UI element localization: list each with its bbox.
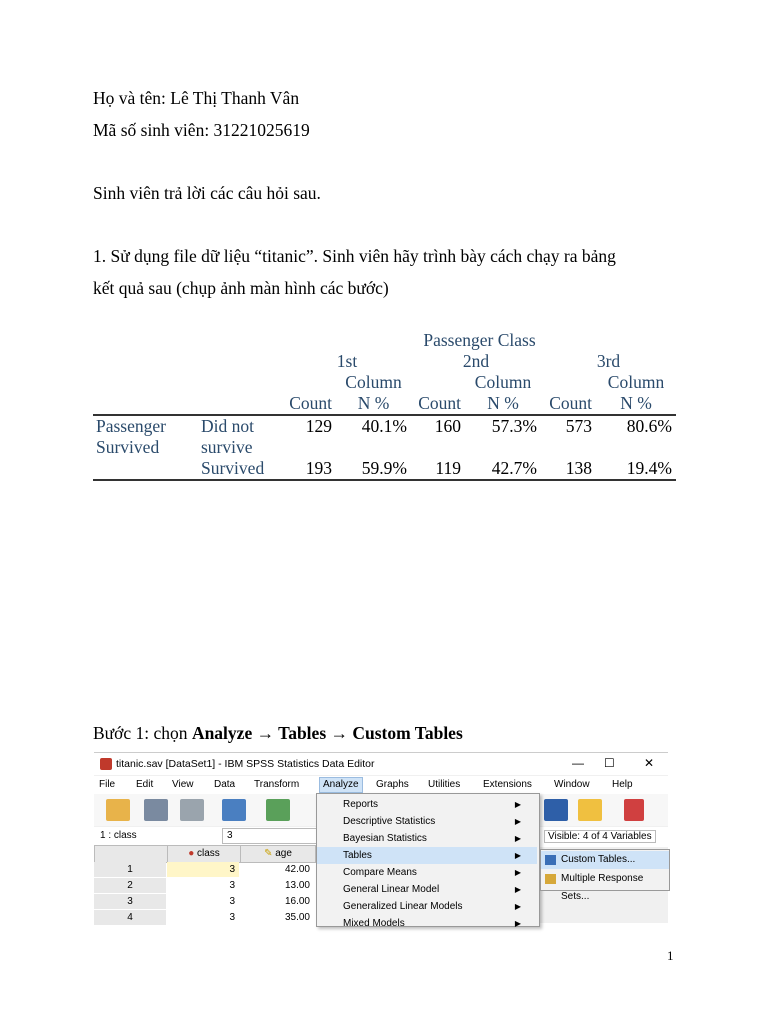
class-header-2nd: 2nd xyxy=(462,351,490,371)
maximize-button[interactable]: ☐ xyxy=(604,756,615,770)
submenu-arrow-icon: ▶ xyxy=(514,902,521,911)
spss-app-icon xyxy=(100,758,112,770)
student-id: Mã số sinh viên: 31221025619 xyxy=(93,120,310,140)
submenu-arrow-icon: ▶ xyxy=(514,851,521,860)
data-cell[interactable]: 16.00 xyxy=(284,896,310,907)
menu-transform[interactable]: Transform xyxy=(254,779,300,790)
step-1 xyxy=(93,723,463,744)
visible-variables-pane xyxy=(540,827,668,847)
pct-header: N % xyxy=(336,393,411,415)
step-1-prefix: Bước 1: chọn xyxy=(93,723,192,743)
undo-icon[interactable] xyxy=(266,799,290,821)
menu-bar xyxy=(94,776,668,794)
column-header-age[interactable]: ✎ age xyxy=(240,845,316,863)
submenu-arrow-icon: ▶ xyxy=(514,868,521,877)
menu-item-tables[interactable]: Tables ▶ xyxy=(317,847,537,864)
nominal-variable-icon: ● xyxy=(188,848,195,859)
menu-item-generalized-linear-models[interactable]: Generalized Linear Models ▶ xyxy=(317,898,537,915)
custom-tables-icon xyxy=(545,855,556,865)
menu-help[interactable]: Help xyxy=(612,779,633,790)
table-cell: 57.3% xyxy=(491,416,537,436)
scale-variable-icon: ✎ xyxy=(264,848,273,859)
table-cell: 42.7% xyxy=(465,458,541,480)
visible-variables-label: Visible: 4 of 4 Variables xyxy=(544,830,656,843)
row-cat-survived: Survived xyxy=(201,458,283,480)
row-number[interactable]: 1 xyxy=(94,862,166,877)
row-number[interactable]: 2 xyxy=(94,878,166,893)
data-grid xyxy=(94,845,316,925)
menu-item-general-linear-model[interactable]: General Linear Model ▶ xyxy=(317,881,537,898)
spss-screenshot xyxy=(94,752,668,929)
table-cell: 138 xyxy=(541,458,596,480)
count-header: Count xyxy=(283,393,336,415)
menu-window[interactable]: Window xyxy=(554,779,590,790)
crosstab-table xyxy=(93,330,676,481)
menu-extensions[interactable]: Extensions xyxy=(483,779,532,790)
close-button[interactable]: ✕ xyxy=(644,756,655,770)
menu-data[interactable]: Data xyxy=(214,779,236,790)
pct-header: Column xyxy=(345,372,402,392)
window-titlebar xyxy=(94,753,668,775)
minimize-button[interactable]: — xyxy=(572,756,584,770)
row-cat-did-not-survive: Did not xyxy=(201,416,254,436)
table-cell: 19.4% xyxy=(596,458,676,480)
submenu-arrow-icon: ▶ xyxy=(514,817,521,826)
menu-graphs[interactable]: Graphs xyxy=(376,779,409,790)
col-group-header: Passenger Class xyxy=(423,330,536,350)
row-header-corner xyxy=(94,845,168,863)
print-icon[interactable] xyxy=(180,799,204,821)
row-var-label: Survived xyxy=(96,437,160,457)
table-cell: 119 xyxy=(411,458,465,480)
value-labels-icon[interactable] xyxy=(624,799,644,821)
count-header: Count xyxy=(541,393,596,415)
submenu-arrow-icon: ▶ xyxy=(514,834,521,843)
menu-item-multiple-response-sets[interactable]: Multiple Response Sets... xyxy=(541,870,669,888)
menu-item-custom-tables[interactable]: Custom Tables... xyxy=(541,851,669,869)
data-cell[interactable]: 3 xyxy=(229,896,235,907)
dialog-recall-icon[interactable] xyxy=(222,799,246,821)
data-cell[interactable]: 3 xyxy=(167,862,239,877)
menu-file[interactable]: File xyxy=(99,779,116,790)
data-cell[interactable]: 3 xyxy=(229,912,235,923)
variable-grid-icon[interactable] xyxy=(578,799,602,821)
class-header-3rd: 3rd xyxy=(596,351,621,371)
pct-header: N % xyxy=(465,393,541,415)
data-cell[interactable]: 35.00 xyxy=(284,912,310,923)
cell-reference: 1 : class xyxy=(100,830,137,841)
menu-item-compare-means[interactable]: Compare Means ▶ xyxy=(317,864,537,881)
count-header: Count xyxy=(411,393,465,415)
table-cell: 40.1% xyxy=(361,416,407,436)
save-icon[interactable] xyxy=(144,799,168,821)
step-1-path: Analyze → Tables → Custom Tables xyxy=(191,723,463,743)
menu-item-descriptive-statistics[interactable]: Descriptive Statistics ▶ xyxy=(317,813,537,830)
menu-edit[interactable]: Edit xyxy=(136,779,154,790)
question-1-line-1: 1. Sử dụng file dữ liệu “titanic”. Sinh viên hãy trình bày cách chạy ra bảng xyxy=(93,246,616,266)
submenu-arrow-icon: ▶ xyxy=(514,885,521,894)
multiple-response-icon xyxy=(545,874,556,884)
row-number[interactable]: 4 xyxy=(94,910,166,925)
row-number[interactable]: 3 xyxy=(94,894,166,909)
table-cell: 59.9% xyxy=(336,458,411,480)
menu-view[interactable]: View xyxy=(172,779,194,790)
submenu-arrow-icon: ▶ xyxy=(514,800,521,809)
menu-utilities[interactable]: Utilities xyxy=(428,779,461,790)
row-cat-did-not-survive: survive xyxy=(201,437,253,457)
submenu-arrow-icon: ▶ xyxy=(514,919,521,928)
student-name: Họ và tên: Lê Thị Thanh Vân xyxy=(93,88,300,108)
tables-submenu xyxy=(540,849,670,902)
cell-value-field[interactable]: 3 xyxy=(222,828,318,844)
pct-header: Column xyxy=(474,372,532,392)
table-cell: 80.6% xyxy=(626,416,672,436)
table-cell: 573 xyxy=(565,416,592,436)
class-header-1st: 1st xyxy=(336,351,358,371)
data-cell[interactable]: 42.00 xyxy=(284,864,310,875)
menu-analyze[interactable]: Analyze xyxy=(319,777,363,793)
open-folder-icon[interactable] xyxy=(106,799,130,821)
data-cell[interactable]: 13.00 xyxy=(284,880,310,891)
instruction: Sinh viên trả lời các câu hỏi sau. xyxy=(93,183,321,203)
table-cell: 129 xyxy=(305,416,332,436)
menu-item-mixed-models[interactable]: Mixed Models ▶ xyxy=(317,915,537,932)
table-cell: 193 xyxy=(283,458,336,480)
row-var-label: Passenger xyxy=(96,416,166,436)
data-cell[interactable]: 3 xyxy=(229,880,235,891)
data-grid-icon[interactable] xyxy=(544,799,568,821)
menu-item-reports[interactable]: Reports ▶ xyxy=(317,796,537,813)
question-1-line-2: kết quả sau (chụp ảnh màn hình các bước) xyxy=(93,278,389,298)
window-title: titanic.sav [DataSet1] - IBM SPSS Statistics Data Editor xyxy=(116,758,375,770)
table-cell: 160 xyxy=(434,416,461,436)
pct-header: N % xyxy=(596,393,676,415)
menu-item-bayesian-statistics[interactable]: Bayesian Statistics ▶ xyxy=(317,830,537,847)
column-header-class[interactable]: ● class xyxy=(167,845,241,863)
analyze-menu xyxy=(316,793,540,927)
pct-header: Column xyxy=(607,372,665,392)
page-number: 1 xyxy=(667,948,674,963)
